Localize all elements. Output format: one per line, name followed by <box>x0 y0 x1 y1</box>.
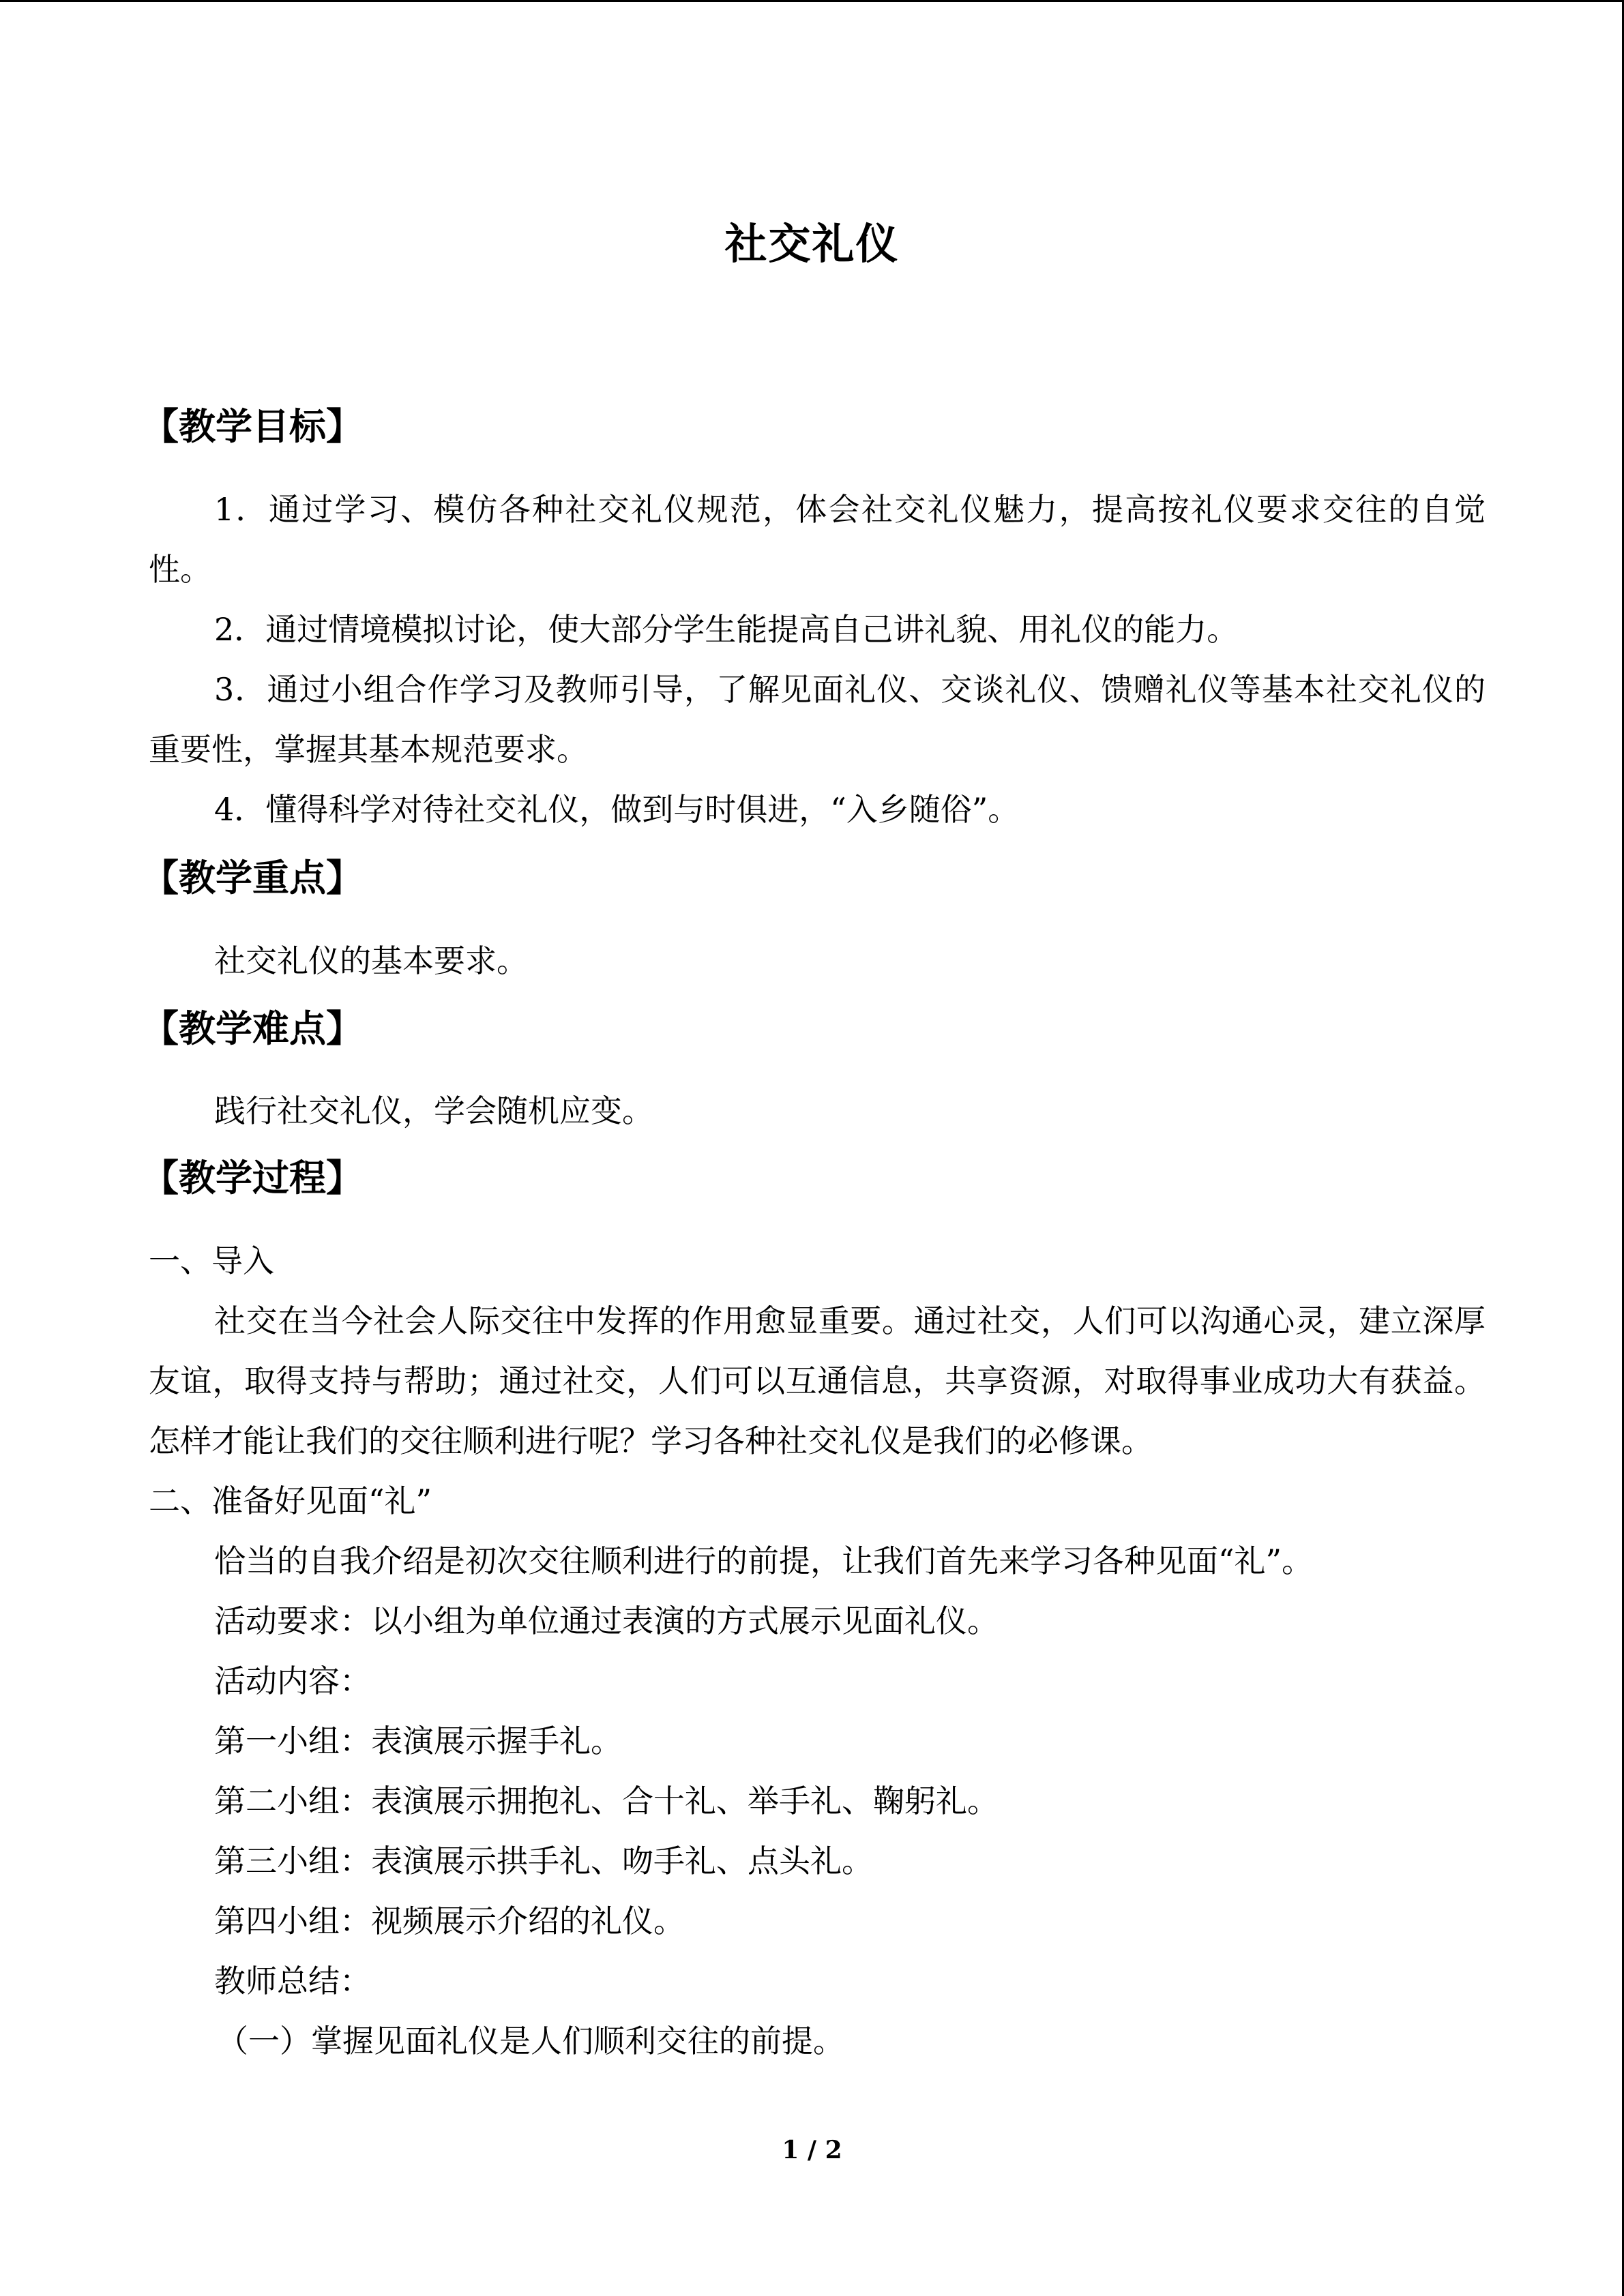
section-heading-process: 【教学过程】 <box>142 1156 363 1199</box>
group-item-4: 第四小组：视频展示介绍的礼仪。 <box>214 1903 685 1939</box>
activity-requirement: 活动要求：以小组为单位通过表演的方式展示见面礼仪。 <box>214 1602 999 1639</box>
teacher-summary-label: 教师总结： <box>214 1963 371 1999</box>
section-heading-key-points: 【教学重点】 <box>142 856 363 899</box>
page-number: 1 / 2 <box>782 2136 842 2164</box>
group-item-3: 第三小组：表演展示拱手礼、吻手礼、点头礼。 <box>214 1843 873 1879</box>
goal-item-3: 3．通过小组合作学习及教师引导，了解见面礼仪、交谈礼仪、馈赠礼仪等基本社交礼仪的重要性，掌握其基本规范要求。 <box>149 671 1486 768</box>
process-part2-intro: 恰当的自我介绍是初次交往顺利进行的前提，让我们首先来学习各种见面“礼”。 <box>214 1542 1314 1579</box>
section-heading-difficulties: 【教学难点】 <box>142 1007 363 1050</box>
goal-item-4: 4．懂得科学对待社交礼仪，做到与时俱进，“入乡随俗”。 <box>214 791 1020 828</box>
section-heading-goals: 【教学目标】 <box>142 404 363 448</box>
group-item-1: 第一小组：表演展示握手礼。 <box>214 1723 622 1759</box>
process-part1-text: 社交在当今社会人际交往中发挥的作用愈显重要。通过社交，人们可以沟通心灵，建立深厚友谊，取得支持与帮助；通过社交，人们可以互通信息，共享资源，对取得事业成功大有获益。怎样才能让我们的交往顺利进行呢？学习各种社交礼仪是我们的必修课。 <box>149 1302 1486 1459</box>
process-part1-title: 一、导入 <box>149 1242 274 1279</box>
activity-content-label: 活动内容： <box>214 1663 371 1699</box>
key-points-text: 社交礼仪的基本要求。 <box>214 942 528 979</box>
difficulties-text: 践行社交礼仪，学会随机应变。 <box>214 1092 653 1129</box>
group-item-2: 第二小组：表演展示拥抱礼、合十礼、举手礼、鞠躬礼。 <box>214 1783 999 1819</box>
goal-item-1: 1．通过学习、模仿各种社交礼仪规范，体会社交礼仪魅力，提高按礼仪要求交往的自觉性。 <box>149 491 1486 588</box>
summary-point-1: （一）掌握见面礼仪是人们顺利交往的前提。 <box>217 2023 844 2059</box>
document-title: 社交礼仪 <box>724 219 900 269</box>
process-part2-title: 二、准备好见面“礼” <box>149 1482 432 1519</box>
goal-item-2: 2．通过情境模拟讨论，使大部分学生能提高自己讲礼貌、用礼仪的能力。 <box>214 611 1239 648</box>
